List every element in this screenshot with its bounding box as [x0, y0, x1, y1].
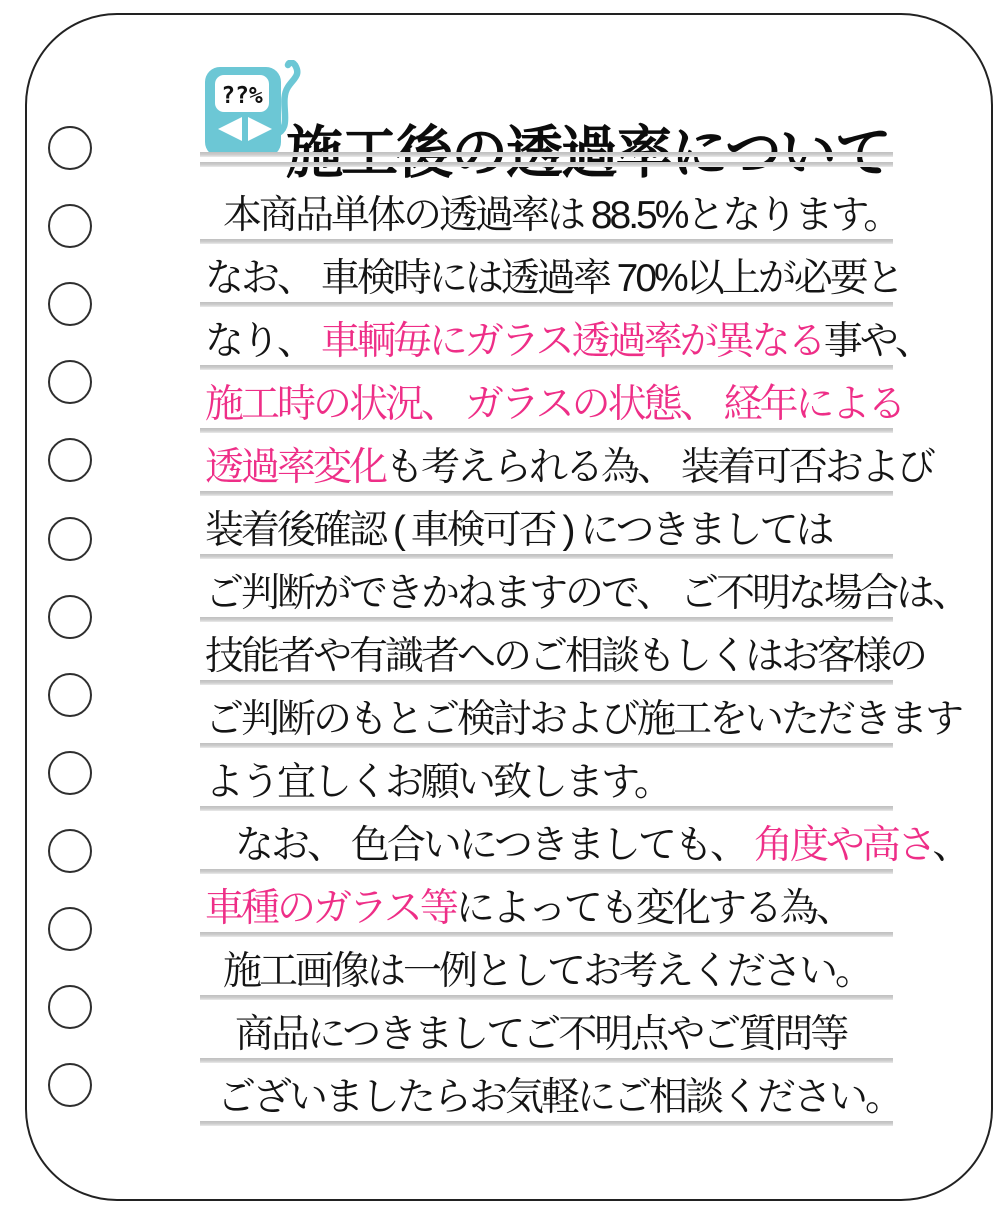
highlighted-text-segment: 車種のガラス等: [205, 887, 456, 930]
text-segment: によっても変化する為、: [455, 887, 852, 930]
notice-text-row: [200, 937, 893, 1000]
text-segment: なお、 色合いにつきましても、: [235, 824, 754, 867]
text-segment: 、: [932, 824, 969, 867]
notice-text-line: [223, 196, 899, 235]
binder-hole: [48, 282, 92, 326]
notice-text-row: [200, 1063, 902, 1126]
notice-text-row: [200, 874, 893, 937]
notice-text-line: [205, 448, 933, 487]
highlighted-text-segment: 施工時の状況、 ガラスの状態、 経年による: [205, 383, 904, 426]
notice-text-line: [205, 511, 832, 550]
binder-hole: [48, 907, 92, 951]
notice-text-row: [200, 1000, 893, 1063]
binder-hole: [48, 673, 92, 717]
title-underline-top: [200, 152, 893, 157]
notice-text-row: [200, 181, 900, 244]
binder-hole: [48, 204, 92, 248]
binder-hole: [48, 595, 92, 639]
binder-hole: [48, 985, 92, 1029]
text-segment: 本商品単体の透過率は 88.5%となります。: [223, 194, 900, 237]
highlighted-text-segment: 透過率変化: [205, 446, 386, 489]
notice-text-line: [205, 889, 852, 928]
notice-text-line: [205, 574, 968, 613]
text-segment: 施工画像は一例としてお考えください。: [223, 950, 872, 993]
text-segment: なり、: [205, 320, 321, 363]
text-segment: ございましたらお気軽にご相談ください。: [217, 1076, 902, 1119]
notice-text-row: [200, 622, 926, 685]
notice-text-line: [217, 1078, 901, 1117]
notice-text-row: [200, 811, 969, 874]
text-segment: 事や、: [823, 320, 931, 363]
notice-text-row: [200, 433, 933, 496]
binder-hole: [48, 829, 92, 873]
binder-hole: [48, 517, 92, 561]
title-underline-bottom: [200, 162, 893, 167]
binder-hole: [48, 751, 92, 795]
highlighted-text-segment: 角度や高さ: [753, 824, 933, 867]
meter-screen-reading: ??%: [221, 83, 263, 109]
notice-text-row: [200, 370, 904, 433]
notice-text-row: [200, 307, 931, 370]
text-segment: も考えられる為、 装着可否および: [385, 446, 933, 489]
title-underline: [200, 152, 893, 167]
text-segment: よう宜しくお願い致します。: [205, 761, 670, 804]
text-segment: ご判断ができかねますので、 ご不明な場合は、: [205, 572, 969, 615]
binder-hole: [48, 126, 92, 170]
text-segment: 商品につきましてご不明点やご質問等: [235, 1013, 847, 1056]
notice-text-line: [235, 826, 968, 865]
ruled-line: [200, 1121, 893, 1126]
notice-text-line: [205, 700, 961, 739]
notice-text-body: [200, 181, 969, 1126]
text-segment: 装着後確認 ( 車検可否 ) につきましては: [205, 509, 832, 552]
notice-text-line: [205, 259, 902, 298]
notice-text-line: [205, 637, 925, 676]
notice-text-row: [200, 685, 962, 748]
notice-text-line: [205, 385, 904, 424]
text-segment: 技能者や有識者へのご相談もしくはお客様の: [205, 635, 926, 678]
notice-text-line: [223, 952, 871, 991]
text-segment: ご判断のもとご検討および施工をいただきます: [205, 698, 962, 741]
notice-text-line: [235, 1015, 846, 1054]
binder-hole: [48, 360, 92, 404]
notice-text-line: [205, 763, 670, 802]
notice-text-line: [205, 322, 931, 361]
text-segment: なお、 車検時には透過率 70%以上が必要と: [205, 257, 902, 300]
notice-text-row: [200, 559, 969, 622]
binder-hole: [48, 1063, 92, 1107]
notice-text-row: [200, 496, 893, 559]
notice-text-row: [200, 748, 893, 811]
notice-text-row: [200, 244, 902, 307]
highlighted-text-segment: 車輌毎にガラス透過率が異なる: [320, 320, 824, 363]
